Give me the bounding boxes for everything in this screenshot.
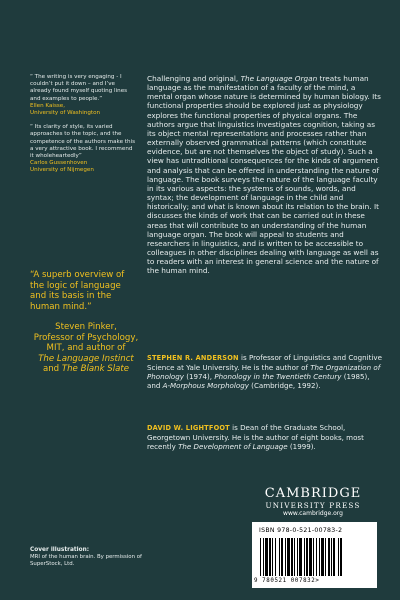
publisher-press: UNIVERSITY PRESS xyxy=(265,501,361,510)
book-title: A-Morphous Morphology xyxy=(162,381,249,390)
barcode-bar xyxy=(325,538,326,576)
barcode-bar xyxy=(328,538,330,576)
barcode-bar xyxy=(313,538,314,576)
quote-author: Carlos Gussenhoven xyxy=(30,160,88,167)
barcode-bar xyxy=(297,538,298,576)
bio-text: (1999). xyxy=(287,442,316,451)
barcode-bar xyxy=(272,538,273,576)
author-name: STEPHEN R. ANDERSON xyxy=(147,354,239,362)
bio-text: (Cambridge, 1992). xyxy=(248,381,321,390)
publisher-url: www.cambridge.org xyxy=(283,510,343,517)
bio-text: (1985), and xyxy=(147,372,370,390)
bio-text: (1974), xyxy=(183,372,215,381)
barcode-bar xyxy=(331,538,332,576)
isbn-barcode xyxy=(252,522,377,588)
book-title: The Language Organ xyxy=(240,74,318,83)
barcode-digit-string: 9 780521 007832 xyxy=(254,578,316,584)
book-title: Phonology in the Twentieth Century xyxy=(214,372,342,381)
barcode-bar xyxy=(299,538,302,576)
cover-illustration-text: MRI of the human brain. By permission of SuperStock, Ltd. xyxy=(30,553,142,567)
barcode-bar xyxy=(265,538,268,576)
publisher-logo xyxy=(248,487,378,518)
barcode-bar xyxy=(269,538,271,576)
barcode-bar xyxy=(316,538,317,576)
quote-affiliation: University of Nijmegen xyxy=(30,167,94,174)
barcode-bar xyxy=(340,538,342,576)
featured-quote-author: Steven Pinker, xyxy=(55,322,117,332)
blurb-text: treats human language as the manifestation of a faculty of the mind, a mental organ whose nature is determined by human biology. Its functional properties should be explored just as physiology explores the functional properties of physical organs. The authors argue that linguistics investigates cognition, taking as its object mental representations and processes rather than externally observed grammatical patterns (which constitute evidence, but are not themselves the object of study). Such a view has untraditional consequences for the kinds of argument and analysis that can be offered in understanding the nature of language. The book surveys the nature of the language faculty in its various aspects: the systems of sounds, words, and syntax; the development of language in the child and historically; and what is known about its relation to the brain. It discusses the kinds of work that can be carried out in these areas that will contribute to an understanding of the human language organ. The book will appeal to students and researchers in linguistics, and is written to be accessible to colleagues in other disciplines dealing with language as well as to readers with an interest in general science and the nature of the human mind. xyxy=(147,74,381,276)
quote-author: Ellen Kaisse, xyxy=(30,102,66,109)
book-blurb xyxy=(147,74,383,275)
book-title: The Development of Language xyxy=(178,442,288,451)
barcode-bar xyxy=(275,538,276,576)
review-quotes xyxy=(30,74,135,182)
review-quote-2 xyxy=(30,124,135,174)
quote-text: “ The writing is very engaging - I couldn’t put it down – and I’ve already found myself quoting lines and examples to people.” xyxy=(30,74,128,102)
book-title: The Language Instinct xyxy=(38,353,134,364)
barcode-bar xyxy=(291,538,293,576)
featured-quote-attribution xyxy=(30,322,142,375)
barcode-bar xyxy=(306,538,308,576)
barcode-bar xyxy=(287,538,290,576)
quote-affiliation: University of Washington xyxy=(30,110,101,117)
barcode-bar xyxy=(309,538,312,576)
conjunction: and xyxy=(42,364,60,375)
barcode-bar xyxy=(294,538,295,576)
barcode-bar xyxy=(304,538,305,576)
barcode-bar xyxy=(263,538,264,576)
barcode-digits xyxy=(254,578,319,584)
featured-quote: “A superb overview of the logic of language and its basis in the human mind.” xyxy=(30,270,125,312)
featured-quote-books xyxy=(30,354,142,375)
featured-quote-role: Professor of Psychology, MIT, and author of xyxy=(33,332,139,354)
cover-illustration-credit xyxy=(30,547,170,567)
barcode-bar xyxy=(333,538,335,576)
barcode-bars xyxy=(260,538,372,576)
isbn-number: ISBN 978-0-521-00783-2 xyxy=(259,527,343,534)
barcode-bar xyxy=(260,538,261,576)
barcode-bar xyxy=(319,538,320,576)
quote-text: “ Its clarity of style, its varied approaches to the topic, and the competence of the authors make this a very attractive book. I recommend it wholeheartedly” xyxy=(30,124,136,160)
barcode-bar xyxy=(281,538,283,576)
bio-text: is Dean of the Graduate School, Georgetown University. He is the author of eight books, most recently xyxy=(147,423,364,451)
cover-illustration-heading: Cover illustration: xyxy=(30,547,90,553)
barcode-addon: > xyxy=(315,578,320,584)
author-bio-anderson xyxy=(147,353,383,390)
book-title: The Organization of Phonology xyxy=(147,363,381,381)
author-name: DAVID W. LIGHTFOOT xyxy=(147,424,230,432)
barcode-bar xyxy=(285,538,286,576)
barcode-bar xyxy=(321,538,324,576)
barcode-bar xyxy=(338,538,339,576)
author-bio-lightfoot xyxy=(147,423,383,451)
book-title: The Blank Slate xyxy=(61,364,130,375)
blurb-text: Challenging and original, xyxy=(147,74,241,83)
bio-text: is Professor of Linguistics and Cognitive Science at Yale University. He is the author of xyxy=(147,353,382,372)
publisher-name: CAMBRIDGE xyxy=(264,486,362,501)
barcode-bar xyxy=(279,538,280,576)
review-quote-1 xyxy=(30,74,135,117)
